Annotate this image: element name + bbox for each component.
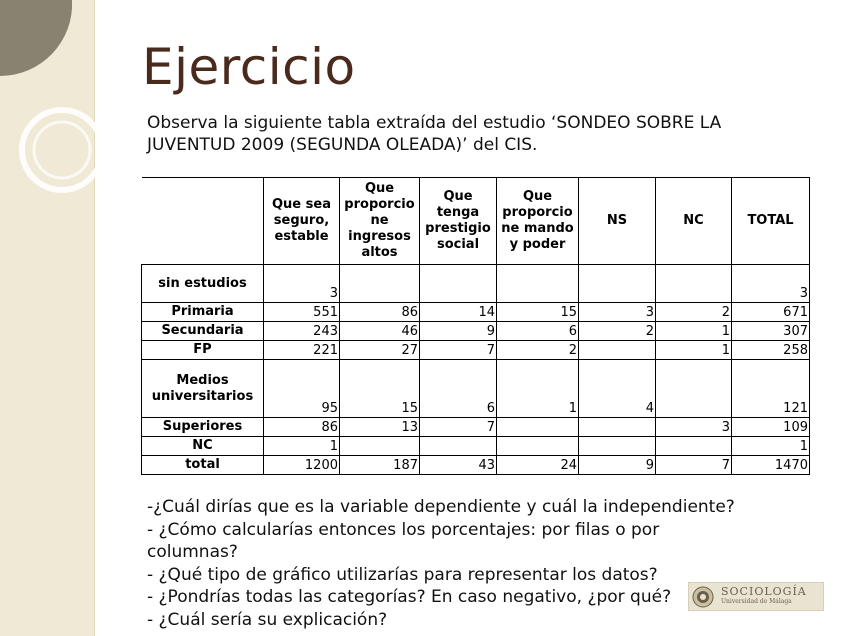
table-cell xyxy=(656,265,732,303)
table-cell xyxy=(579,341,656,360)
table-row xyxy=(142,303,810,322)
col-header-prestigio: Que tenga prestigio social xyxy=(420,178,497,265)
table-cell: 2 xyxy=(579,322,656,341)
table-cell: 86 xyxy=(264,418,340,437)
table-cell: 671 xyxy=(732,303,810,322)
row-label: sin estudios xyxy=(142,265,264,303)
question-item: -¿Cuál dirías que es la variable dependiente y cuál la independiente? xyxy=(147,497,735,517)
table-cell xyxy=(579,418,656,437)
row-label: Secundaria xyxy=(142,322,264,341)
table-cell: 3 xyxy=(656,418,732,437)
table-cell: 86 xyxy=(340,303,420,322)
table-cell: 1 xyxy=(656,322,732,341)
table-cell xyxy=(340,437,420,456)
header-corner xyxy=(142,178,264,265)
sociologia-logo xyxy=(688,582,824,611)
inner-ring xyxy=(34,122,90,178)
table-cell: 9 xyxy=(579,456,656,475)
question-item: - ¿Qué tipo de gráfico utilizarías para representar los datos? xyxy=(147,564,658,585)
table-cell: 1470 xyxy=(732,456,810,475)
row-label: Medios universitarios xyxy=(142,360,264,418)
table-cell xyxy=(420,437,497,456)
decorative-circles xyxy=(0,0,110,260)
table-row xyxy=(142,437,810,456)
table-cell: 551 xyxy=(264,303,340,322)
table-cell: 1 xyxy=(497,360,579,418)
table-cell: 13 xyxy=(340,418,420,437)
table-cell: 9 xyxy=(420,322,497,341)
table-cell: 1 xyxy=(264,437,340,456)
col-header-nc: NC xyxy=(656,178,732,265)
intro-text: Observa la siguiente tabla extraída del estudio ‘SONDEO SOBRE LA JUVENTUD 2009 (SEGUNDA OLEADA)’ del CIS. xyxy=(147,113,722,155)
table-row xyxy=(142,360,810,418)
table-row xyxy=(142,265,810,303)
col-header-ingresos: Que proporcio ne ingresos altos xyxy=(340,178,420,265)
table-cell xyxy=(497,418,579,437)
table-cell: 43 xyxy=(420,456,497,475)
data-table xyxy=(141,177,810,475)
university-seal-icon xyxy=(689,583,717,610)
table-cell: 95 xyxy=(264,360,340,418)
row-label: Primaria xyxy=(142,303,264,322)
table-cell: 2 xyxy=(656,303,732,322)
table-cell: 15 xyxy=(340,360,420,418)
table-row xyxy=(142,418,810,437)
question-item: - ¿Cómo calcularías entonces los porcentajes: por filas o por columnas? xyxy=(147,519,660,562)
table-row xyxy=(142,456,810,475)
col-header-seguro: Que sea seguro, estable xyxy=(264,178,340,265)
row-label: Superiores xyxy=(142,418,264,437)
table-cell: 7 xyxy=(420,418,497,437)
question-item: - ¿Pondrías todas las categorías? En caso negativo, ¿por qué? xyxy=(147,587,672,607)
table-cell xyxy=(656,437,732,456)
header-row xyxy=(142,178,810,265)
table-cell xyxy=(579,437,656,456)
table-cell xyxy=(340,265,420,303)
table-cell: 221 xyxy=(264,341,340,360)
row-label: NC xyxy=(142,437,264,456)
slide-title: Ejercicio xyxy=(142,38,356,96)
table-cell: 4 xyxy=(579,360,656,418)
question-list xyxy=(147,496,747,631)
table-cell: 46 xyxy=(340,322,420,341)
table-cell: 27 xyxy=(340,341,420,360)
table-cell xyxy=(497,265,579,303)
table-cell: 121 xyxy=(732,360,810,418)
table-cell: 1 xyxy=(732,437,810,456)
table-cell xyxy=(497,437,579,456)
table-cell: 3 xyxy=(264,265,340,303)
question-item: - ¿Cuál sería su explicación? xyxy=(147,609,388,630)
table-row xyxy=(142,322,810,341)
logo-name: SOCIOLOGÍA xyxy=(721,584,807,598)
table-cell: 24 xyxy=(497,456,579,475)
table-cell xyxy=(420,265,497,303)
row-label: FP xyxy=(142,341,264,360)
table-cell xyxy=(656,360,732,418)
table-cell: 15 xyxy=(497,303,579,322)
table-row xyxy=(142,341,810,360)
table-cell: 6 xyxy=(420,360,497,418)
dark-quarter-circle xyxy=(0,0,72,76)
table-cell: 7 xyxy=(420,341,497,360)
table-cell: 3 xyxy=(732,265,810,303)
table-cell: 3 xyxy=(579,303,656,322)
table-cell: 258 xyxy=(732,341,810,360)
table-cell: 109 xyxy=(732,418,810,437)
table-cell: 1200 xyxy=(264,456,340,475)
row-label: total xyxy=(142,456,264,475)
table-cell: 243 xyxy=(264,322,340,341)
table-cell xyxy=(579,265,656,303)
table-cell: 7 xyxy=(656,456,732,475)
table-cell: 6 xyxy=(497,322,579,341)
logo-subtitle: Universidad de Málaga xyxy=(721,597,792,605)
table-cell: 2 xyxy=(497,341,579,360)
table-cell: 187 xyxy=(340,456,420,475)
table-cell: 307 xyxy=(732,322,810,341)
col-header-total: TOTAL xyxy=(732,178,810,265)
col-header-ns: NS xyxy=(579,178,656,265)
table-cell: 14 xyxy=(420,303,497,322)
col-header-mando: Que proporcio ne mando y poder xyxy=(497,178,579,265)
table-cell: 1 xyxy=(656,341,732,360)
